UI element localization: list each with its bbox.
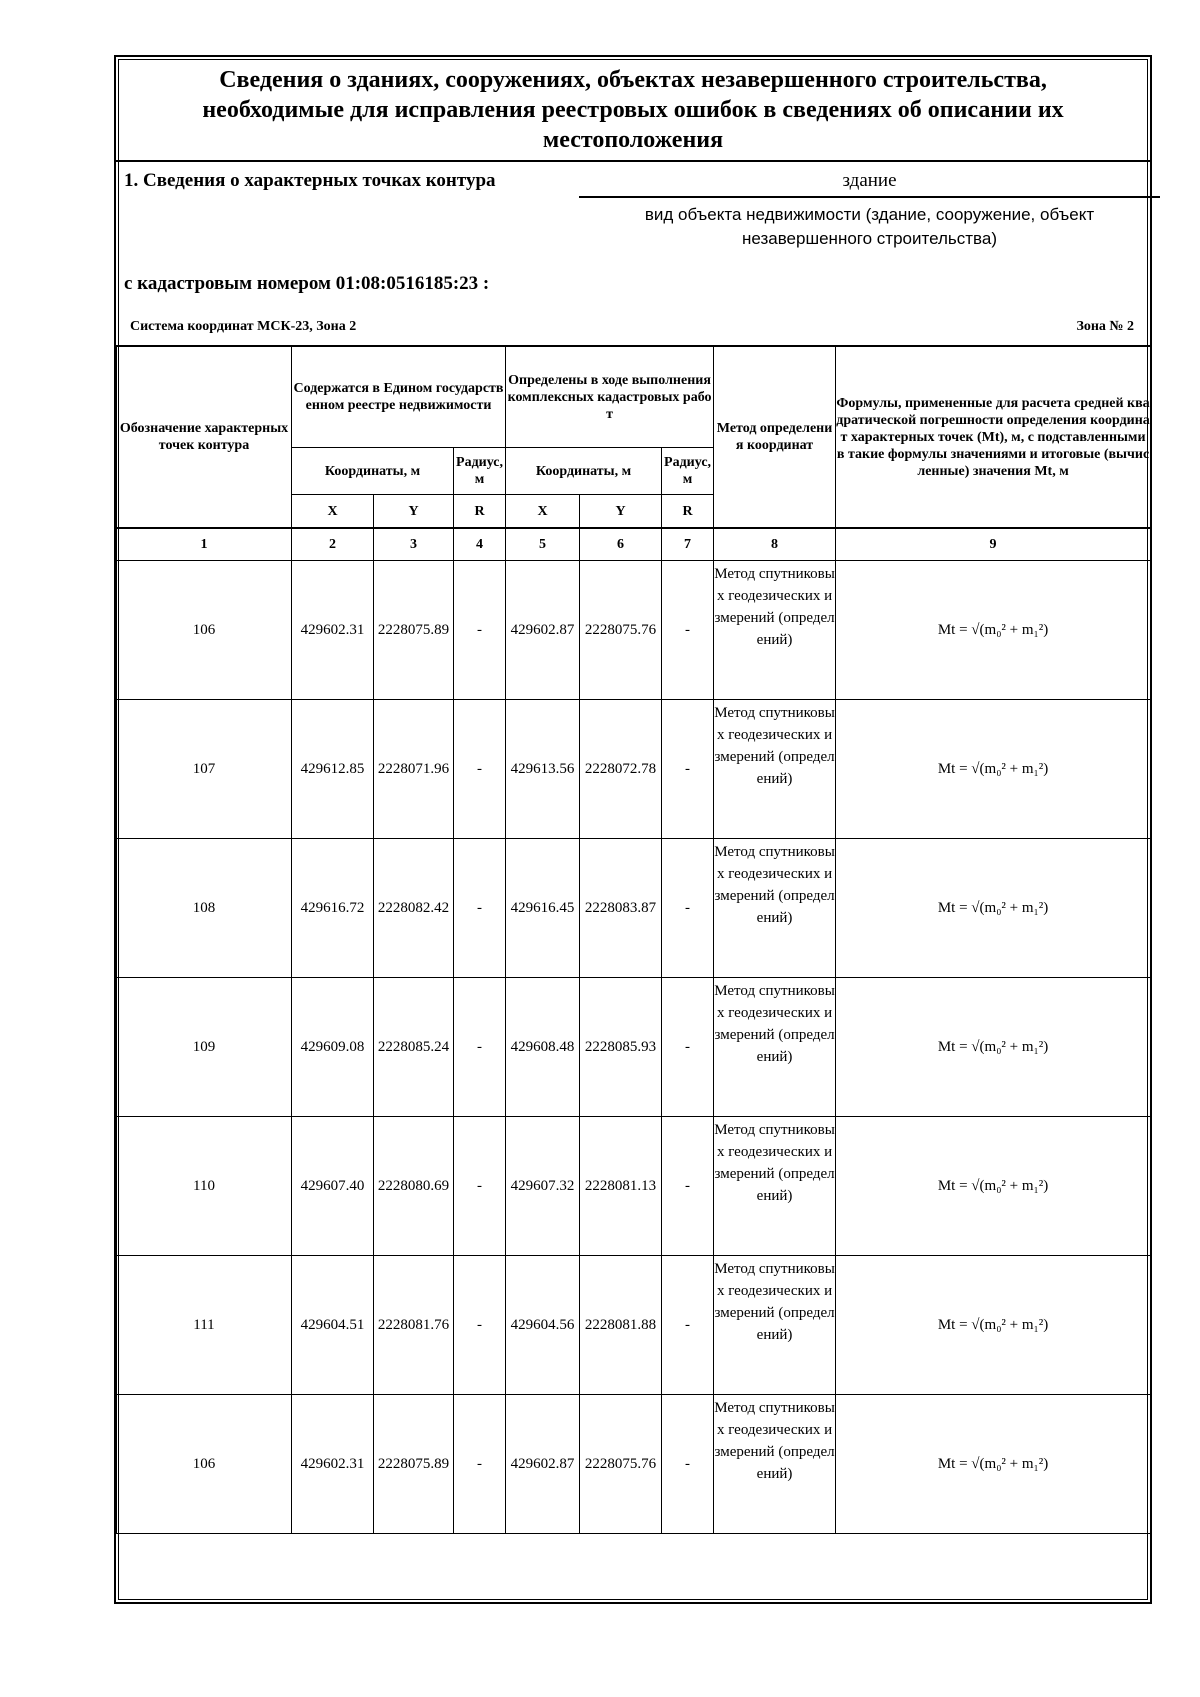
column-number: 3 [374,528,454,561]
table-row [117,839,1151,978]
object-type-hint: вид объекта недвижимости (здание, сооружение, объект незавершенного строительства) [644,205,1095,248]
title-line-3: местоположения [542,127,724,153]
kkr-r-value: - [662,978,714,1117]
kkr-r-value: - [662,1256,714,1395]
method-value: Метод спутниковых геодезических измерений (определений) [714,839,836,978]
egrn-y-value: 2228071.96 [374,700,454,839]
coordinate-system: Система координат МСК-23, Зона 2 [130,319,357,334]
column-numbers-row [117,528,1151,561]
kkr-y-value: 2228075.76 [580,561,662,700]
kkr-x-value: 429604.56 [506,1256,580,1395]
table-row [117,978,1151,1117]
object-type-value: здание [579,166,1160,198]
egrn-r-value: - [454,1256,506,1395]
egrn-r-value: - [454,978,506,1117]
formula-value: Mt = √(m₀² + m₁²) [836,1117,1151,1256]
kkr-r-value: - [662,1395,714,1534]
formula-value: Mt = √(m₀² + m₁²) [836,700,1151,839]
column-number: 9 [836,528,1151,561]
egrn-x-value: 429607.40 [292,1117,374,1256]
formula-value: Mt = √(m₀² + m₁²) [836,1256,1151,1395]
point-number: 108 [117,839,292,978]
header-kkr-radius: Радиус, м [662,448,714,495]
kkr-r-value: - [662,839,714,978]
title-line-2: необходимые для исправления реестровых ошибок в сведениях об описании их [202,97,1064,123]
cadastral-number: с кадастровым номером 01:08:0516185:23 : [124,273,490,294]
column-number: 8 [714,528,836,561]
egrn-x-value: 429604.51 [292,1256,374,1395]
point-number: 107 [117,700,292,839]
egrn-r-value: - [454,1395,506,1534]
kkr-y-value: 2228081.88 [580,1256,662,1395]
table-row [117,700,1151,839]
egrn-y-value: 2228075.89 [374,1395,454,1534]
kkr-y-value: 2228083.87 [580,839,662,978]
column-number: 7 [662,528,714,561]
egrn-x-value: 429609.08 [292,978,374,1117]
header-egrn-radius: Радиус, м [454,448,506,495]
column-number: 5 [506,528,580,561]
kkr-x-value: 429602.87 [506,1395,580,1534]
column-number: 2 [292,528,374,561]
formula-value: Mt = √(m₀² + m₁²) [836,839,1151,978]
egrn-x-value: 429616.72 [292,839,374,978]
method-value: Метод спутниковых геодезических измерений (определений) [714,700,836,839]
egrn-r-value: - [454,561,506,700]
point-number: 110 [117,1117,292,1256]
method-value: Метод спутниковых геодезических измерений (определений) [714,1256,836,1395]
kkr-x-value: 429616.45 [506,839,580,978]
document-title [116,57,1150,162]
kkr-y-value: 2228085.93 [580,978,662,1117]
header-egrn-coords: Координаты, м [292,448,454,495]
method-value: Метод спутниковых геодезических измерений (определений) [714,1117,836,1256]
egrn-r-value: - [454,839,506,978]
header-egrn-y: Y [374,495,454,529]
table-row [117,561,1151,700]
contour-points-table [116,345,1151,1534]
document-frame [114,55,1152,1604]
formula-value: Mt = √(m₀² + m₁²) [836,1395,1151,1534]
table-row [117,1256,1151,1395]
method-value: Метод спутниковых геодезических измерений (определений) [714,978,836,1117]
egrn-y-value: 2228082.42 [374,839,454,978]
table-row [117,1395,1151,1534]
point-number: 111 [117,1256,292,1395]
formula-value: Mt = √(m₀² + m₁²) [836,978,1151,1117]
kkr-r-value: - [662,1117,714,1256]
column-number: 6 [580,528,662,561]
header-kkr-y: Y [580,495,662,529]
header-formula: Формулы, примененные для расчета средней квадратической погрешности определения координат характерных точек (Mt), м, с подставленными в такие формулы значениями и итоговые (вычисленные) значения Mt, м [836,346,1151,528]
header-kkr-x: X [506,495,580,529]
egrn-x-value: 429602.31 [292,561,374,700]
point-number: 109 [117,978,292,1117]
egrn-y-value: 2228085.24 [374,978,454,1117]
egrn-x-value: 429612.85 [292,700,374,839]
method-value: Метод спутниковых геодезических измерений (определений) [714,1395,836,1534]
kkr-r-value: - [662,700,714,839]
column-number: 4 [454,528,506,561]
kkr-x-value: 429602.87 [506,561,580,700]
egrn-x-value: 429602.31 [292,1395,374,1534]
kkr-x-value: 429607.32 [506,1117,580,1256]
header-point-designation: Обозначение характерных точек контура [117,346,292,528]
method-value: Метод спутниковых геодезических измерений (определений) [714,561,836,700]
egrn-y-value: 2228075.89 [374,561,454,700]
kkr-y-value: 2228081.13 [580,1117,662,1256]
kkr-x-value: 429608.48 [506,978,580,1117]
header-kkr-coords: Координаты, м [506,448,662,495]
title-line-1: Сведения о зданиях, сооружениях, объектах незавершенного строительства, [219,67,1047,93]
egrn-y-value: 2228081.76 [374,1256,454,1395]
header-egrn-x: X [292,495,374,529]
kkr-y-value: 2228075.76 [580,1395,662,1534]
egrn-r-value: - [454,700,506,839]
header-method: Метод определения координат [714,346,836,528]
header-kkr: Определены в ходе выполнения комплексных кадастровых работ [506,346,714,448]
point-number: 106 [117,1395,292,1534]
egrn-y-value: 2228080.69 [374,1117,454,1256]
zone-label: Зона № 2 [1076,319,1134,334]
header-egrn-r: R [454,495,506,529]
egrn-r-value: - [454,1117,506,1256]
table-row [117,1117,1151,1256]
formula-value: Mt = √(m₀² + m₁²) [836,561,1151,700]
header-kkr-r: R [662,495,714,529]
header-egrn: Содержатся в Едином государственном реестре недвижимости [292,346,506,448]
section-1-label: 1. Сведения о характерных точках контура [124,170,496,191]
kkr-x-value: 429613.56 [506,700,580,839]
kkr-r-value: - [662,561,714,700]
column-number: 1 [117,528,292,561]
kkr-y-value: 2228072.78 [580,700,662,839]
point-number: 106 [117,561,292,700]
